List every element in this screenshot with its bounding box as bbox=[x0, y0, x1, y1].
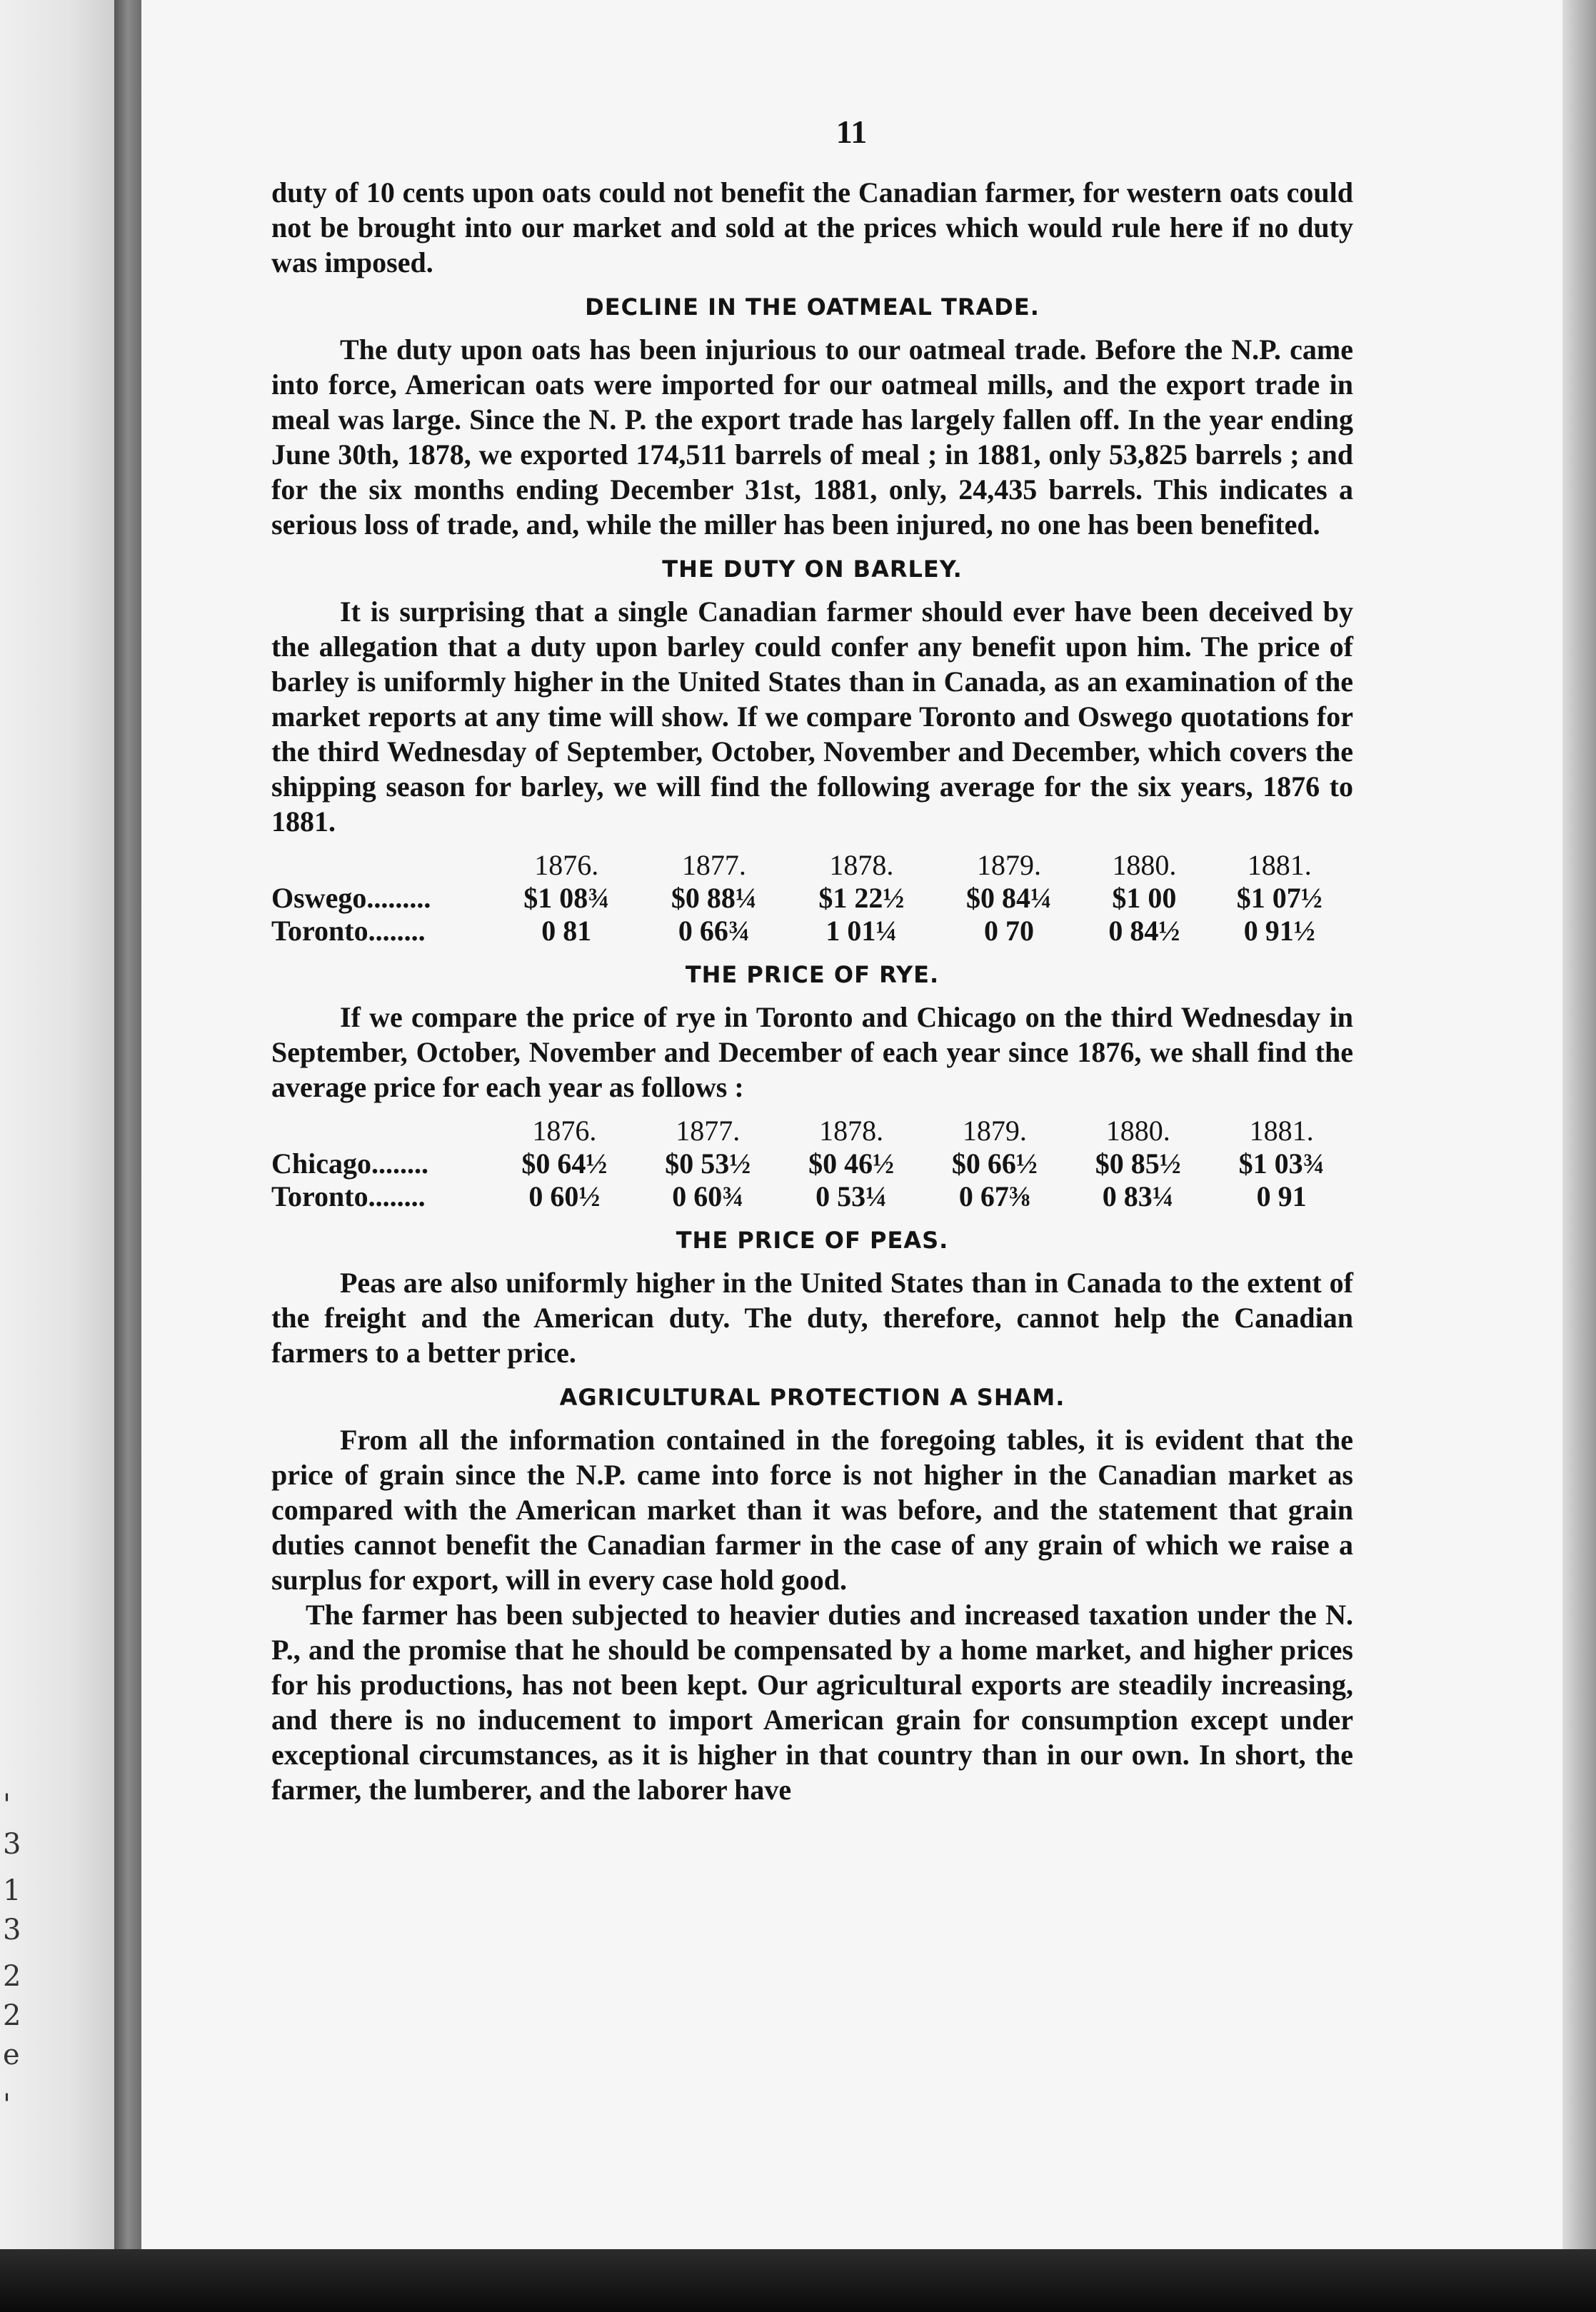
price-cell: $0 46½ bbox=[808, 1147, 895, 1180]
price-cell: $1 03¾ bbox=[1238, 1147, 1325, 1180]
paragraph-rye: If we compare the price of rye in Toronto and Chicago on the third Wednesday in September, October, November and December of each year since 1876, we shall find the average price for each year as follows : bbox=[271, 1001, 1353, 1103]
heading-rye: THE PRICE OF RYE. bbox=[685, 961, 940, 988]
year-header: 1876. bbox=[532, 1115, 597, 1147]
page-content bbox=[271, 114, 1353, 1807]
table-row bbox=[271, 1147, 1353, 1180]
price-cell: 0 81 bbox=[541, 915, 592, 947]
row-label: Toronto........ bbox=[271, 1180, 426, 1212]
price-cell: $1 07½ bbox=[1236, 882, 1323, 914]
margin-mark: e bbox=[3, 2039, 20, 2071]
table-row bbox=[271, 882, 1353, 915]
heading-barley: THE DUTY ON BARLEY. bbox=[662, 556, 963, 583]
margin-mark: 2 bbox=[3, 1960, 21, 1993]
row-label: Oswego......... bbox=[271, 882, 431, 914]
margin-mark: 1 bbox=[3, 1874, 21, 1907]
right-page-edge bbox=[1562, 0, 1596, 2312]
price-cell: $0 88¼ bbox=[671, 882, 757, 914]
rye-price-table bbox=[271, 1115, 1353, 1213]
year-header: 1880. bbox=[1112, 849, 1177, 881]
table-corner bbox=[271, 849, 493, 882]
heading-peas: THE PRICE OF PEAS. bbox=[676, 1227, 949, 1254]
price-cell: $1 00 bbox=[1112, 882, 1177, 914]
price-cell: 1 01¼ bbox=[825, 915, 898, 947]
paragraph-intro: duty of 10 cents upon oats could not benefit the Canadian farmer, for western oats could not be brought into our market and sold at the prices which would rule here if no duty was imposed. bbox=[271, 176, 1353, 278]
price-cell: 0 66¾ bbox=[678, 915, 750, 947]
price-cell: 0 91½ bbox=[1243, 915, 1315, 947]
table-header-row bbox=[271, 849, 1353, 882]
price-cell: 0 67⅜ bbox=[958, 1180, 1030, 1212]
margin-mark: 2 bbox=[3, 1999, 21, 2032]
row-label: Chicago........ bbox=[271, 1147, 428, 1180]
table-row bbox=[271, 1180, 1353, 1213]
price-cell: 0 60½ bbox=[528, 1180, 601, 1212]
book-binding bbox=[114, 0, 141, 2312]
barley-price-table bbox=[271, 849, 1353, 948]
page-number: 11 bbox=[835, 114, 868, 150]
price-cell: 0 91 bbox=[1256, 1180, 1307, 1212]
heading-oatmeal: DECLINE IN THE OATMEAL TRADE. bbox=[585, 293, 1040, 321]
paragraph-sham-1: From all the information contained in the foregoing tables, it is evident that the price of grain since the N.P. came into force is not higher in the Canadian market as compared with the American market than it was before, and the statement that grain duties cannot benefit the Canadian farmer in the case of any grain of which we raise a surplus for export, will in every case hold good. bbox=[271, 1424, 1353, 1596]
paragraph-sham-2: The farmer has been subjected to heavier duties and increased taxation under the N. P., and the promise that he should be compensated by a home market, and higher prices for his productions, has not been kept. Our agricultural exports are steadily increasing, and there is no inducement to import American grain for consumption except under exceptional circumstances, as it is higher in that country than in our own. In short, the farmer, the lumberer, and the laborer have bbox=[271, 1599, 1353, 1806]
price-cell: 0 60¾ bbox=[672, 1180, 744, 1212]
year-header: 1879. bbox=[962, 1115, 1027, 1147]
price-cell: 0 53¼ bbox=[815, 1180, 888, 1212]
price-cell: $0 84¼ bbox=[965, 882, 1052, 914]
table-corner bbox=[271, 1115, 493, 1147]
paragraph-peas: Peas are also uniformly higher in the United States than in Canada to the extent of the freight and the American duty. The duty, therefore, cannot help the Canadian farmers to a better price. bbox=[271, 1267, 1353, 1369]
margin-mark: 3 bbox=[3, 1828, 21, 1861]
margin-mark: 3 bbox=[3, 1914, 21, 1946]
year-header: 1876. bbox=[534, 849, 599, 881]
price-cell: $0 53½ bbox=[665, 1147, 751, 1180]
price-cell: $0 85½ bbox=[1095, 1147, 1181, 1180]
year-header: 1879. bbox=[976, 849, 1041, 881]
heading-sham: AGRICULTURAL PROTECTION A SHAM. bbox=[559, 1384, 1065, 1411]
margin-mark: ' bbox=[3, 2089, 11, 2121]
scan-bottom-edge bbox=[0, 2249, 1596, 2312]
price-cell: $1 22½ bbox=[818, 882, 905, 914]
price-cell: 0 84½ bbox=[1108, 915, 1180, 947]
price-cell: $0 66½ bbox=[951, 1147, 1038, 1180]
year-header: 1877. bbox=[676, 1115, 741, 1147]
price-cell: 0 83¼ bbox=[1102, 1180, 1174, 1212]
table-row bbox=[271, 915, 1353, 948]
year-header: 1878. bbox=[829, 849, 894, 881]
left-page-margin bbox=[0, 0, 114, 2312]
price-cell: 0 70 bbox=[983, 915, 1034, 947]
year-header: 1877. bbox=[681, 849, 746, 881]
year-header: 1881. bbox=[1247, 849, 1312, 881]
margin-mark: ' bbox=[3, 1789, 11, 1821]
row-label: Toronto........ bbox=[271, 915, 426, 947]
year-header: 1881. bbox=[1249, 1115, 1314, 1147]
table-header-row bbox=[271, 1115, 1353, 1147]
paragraph-oatmeal: The duty upon oats has been injurious to our oatmeal trade. Before the N.P. came into force, American oats were imported for our oatmeal mills, and the export trade in meal was large. Since the N. P. the export trade has largely fallen off. In the year ending June 30th, 1878, we exported 174,511 barrels of meal ; in 1881, only 53,825 barrels ; and for the six months ending December 31st, 1881, only, 24,435 barrels. This indicates a serious loss of trade, and, while the miller has been injured, no one has been benefited. bbox=[271, 333, 1353, 541]
year-header: 1878. bbox=[819, 1115, 884, 1147]
price-cell: $0 64½ bbox=[521, 1147, 608, 1180]
year-header: 1880. bbox=[1105, 1115, 1170, 1147]
price-cell: $1 08¾ bbox=[523, 882, 610, 914]
paragraph-barley: It is surprising that a single Canadian farmer should ever have been deceived by the allegation that a duty upon barley could confer any benefit upon him. The price of barley is uniformly higher in the United States than in Canada, as an examination of the market reports at any time will show. If we compare Toronto and Oswego quotations for the third Wednesday of September, October, November and December, which covers the shipping season for barley, we will find the following average for the six years, 1876 to 1881. bbox=[271, 595, 1353, 838]
